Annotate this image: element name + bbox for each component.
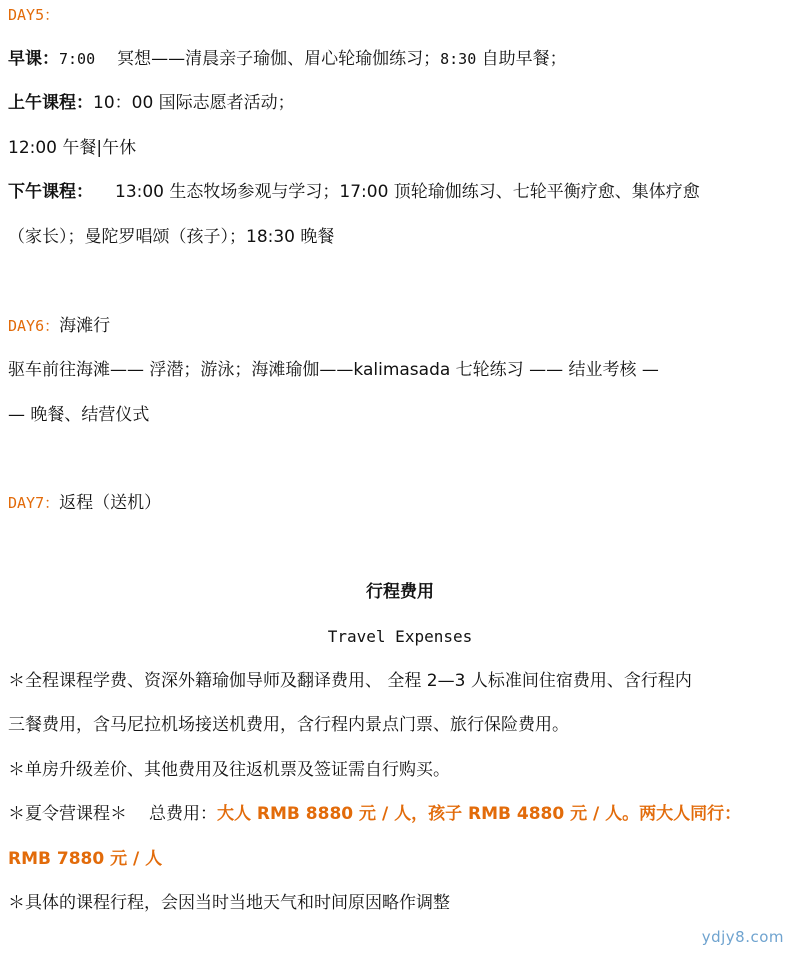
day6-text-line1: 驱车前往海滩—— 浮潜；游泳；海滩瑜伽——kalimasada 七轮练习 —— 结业考核 —: [8, 360, 659, 380]
day5-morning-class: [8, 48, 798, 70]
day7-heading-code: DAY7：: [8, 494, 60, 512]
expenses-item1-line1: ＊全程课程学费、资深外籍瑜伽导师及翻译费用、 全程 2—3 人标准间住宿费用、含行程内: [8, 671, 692, 691]
morning-class-time2: 8:30: [440, 50, 477, 68]
watermark: ydjy8.com: [701, 928, 784, 946]
expenses-item3: [8, 803, 798, 825]
item3-price-line1: 大人 RMB 8880 元 / 人，孩子 RMB 4880 元 / 人。两大人同行：: [217, 804, 742, 824]
morning-class-text2: 自助早餐；: [481, 49, 567, 69]
forenoon-text: 10：00 国际志愿者活动；: [93, 93, 295, 113]
item3-prefix: ＊夏令营课程＊: [8, 804, 127, 824]
day5-noon: 12:00 午餐|午休: [8, 138, 137, 158]
day7-heading: [8, 492, 798, 514]
expenses-item2: ＊单房升级差价、其他费用及往返机票及签证需自行购买。: [8, 760, 450, 780]
item3-label: 总费用：: [149, 804, 217, 824]
morning-class-label: 早课：: [8, 49, 59, 69]
expenses-title-cn: 行程费用: [366, 582, 434, 602]
day7-heading-text: 返程（送机）: [59, 493, 162, 513]
afternoon-label: 下午课程：: [8, 182, 93, 202]
day5-heading: DAY5：: [8, 6, 60, 24]
day6-heading: [8, 315, 798, 337]
expenses-item1-line2: 三餐费用，含马尼拉机场接送机费用，含行程内景点门票、旅行保险费用。: [8, 715, 569, 735]
day6-heading-text: 海滩行: [59, 316, 111, 336]
day6-text-line2: — 晚餐、结营仪式: [8, 405, 150, 425]
day5-afternoon: [8, 181, 798, 203]
expenses-item4: ＊具体的课程行程，会因当时当地天气和时间原因略作调整: [8, 893, 450, 913]
morning-class-time: 7:00: [59, 50, 96, 68]
day5-afternoon-cont: （家长）；曼陀罗唱颂（孩子）；18:30 晚餐: [8, 227, 335, 247]
afternoon-text: 13:00 生态牧场参观与学习；17:00 顶轮瑜伽练习、七轮平衡疗愈、集体疗愈: [115, 182, 700, 202]
item3-price-line2: RMB 7880 元 / 人: [8, 849, 163, 869]
day5-forenoon: [8, 92, 798, 114]
morning-class-text: 冥想——清晨亲子瑜伽、眉心轮瑜伽练习；: [117, 49, 441, 69]
forenoon-label: 上午课程：: [8, 93, 93, 113]
day6-heading-code: DAY6：: [8, 317, 60, 335]
expenses-title-en: Travel Expenses: [327, 627, 473, 646]
